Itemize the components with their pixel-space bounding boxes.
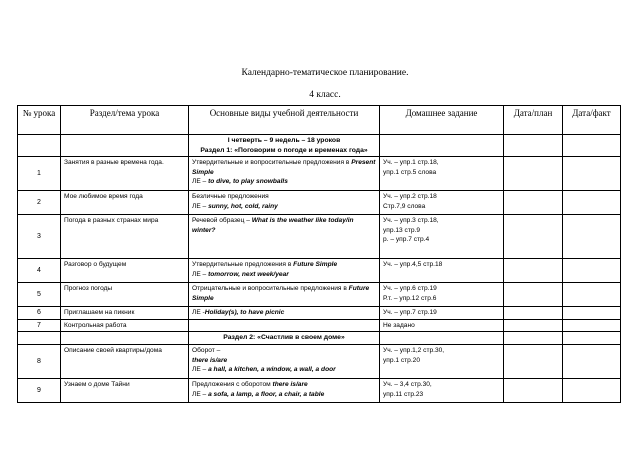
activities-text: Безличные предложения <box>192 193 269 201</box>
activities-grammar: there is/are <box>272 380 308 388</box>
activities-text: Утвердительные предложения в <box>192 261 294 269</box>
homework-line: Стр.7,9 слова <box>383 202 426 210</box>
date-fact-cell[interactable] <box>563 283 621 307</box>
activities-vocab: a sofa, a lamp, a floor, a chair, a table <box>208 390 325 398</box>
table-row <box>18 157 621 191</box>
table-row <box>18 344 621 378</box>
lesson-topic: Контрольная работа <box>61 319 189 332</box>
section-2-label: Раздел 2: «Счастлив в своем доме» <box>189 332 380 345</box>
lesson-homework <box>380 344 504 378</box>
activities-vocab: Holiday(s), to have picnic <box>204 309 285 317</box>
homework-line: Уч. – упр.7 стр.19 <box>383 309 437 317</box>
lesson-topic: Разговор о будущем <box>61 259 189 283</box>
homework-line: упр.1 стр.5 слова <box>383 168 437 176</box>
homework-line: упр.11 стр.23 <box>383 390 424 398</box>
table-row <box>18 283 621 307</box>
homework-line: Уч. – 3,4 стр.30, <box>383 380 432 388</box>
table-row <box>18 259 621 283</box>
lesson-homework <box>380 259 504 283</box>
section-1-label: Раздел 1: «Поговорим о погоде и временах года» <box>200 146 368 154</box>
quarter-label: I четверть – 9 недель – 18 уроков <box>227 137 341 144</box>
lesson-activities <box>189 215 380 259</box>
date-plan-cell[interactable] <box>504 307 563 320</box>
activities-speech-pattern: What is the weather like today/in winter? <box>192 217 354 234</box>
date-fact-cell[interactable] <box>563 191 621 215</box>
lesson-activities <box>189 283 380 307</box>
activities-text: Оборот – <box>192 346 221 354</box>
table-row <box>18 307 621 320</box>
date-plan-cell[interactable] <box>504 259 563 283</box>
homework-line: Уч. – упр.3 стр.18, <box>383 217 439 225</box>
column-header-topic: Раздел/тема урока <box>61 106 189 135</box>
lesson-number: 9 <box>18 378 61 402</box>
section-heading-row <box>18 332 621 345</box>
lesson-homework <box>380 191 504 215</box>
lesson-number: 7 <box>18 319 61 332</box>
date-fact-cell[interactable] <box>563 378 621 402</box>
lesson-topic: Занятия в разные времена года. <box>61 157 189 191</box>
lesson-homework <box>380 378 504 402</box>
date-fact-cell[interactable] <box>563 319 621 332</box>
lesson-plan-table <box>17 105 621 403</box>
homework-line: Уч. – упр.2 стр.18 <box>383 193 437 201</box>
homework-line: Уч. – упр.1 стр.18, <box>383 159 439 167</box>
lesson-number: 4 <box>18 259 61 283</box>
date-fact-cell[interactable] <box>563 344 621 378</box>
activities-vocab-prefix: ЛЕ - <box>192 309 205 317</box>
activities-text: Отрицательные и вопросительные предложения в <box>192 285 349 293</box>
lesson-topic: Узнаем о доме Тайни <box>61 378 189 402</box>
date-fact-cell[interactable] <box>563 157 621 191</box>
date-plan-cell[interactable] <box>504 319 563 332</box>
table-row <box>18 378 621 402</box>
lesson-number: 6 <box>18 307 61 320</box>
lesson-activities <box>189 157 380 191</box>
lesson-number: 3 <box>18 215 61 259</box>
lesson-homework <box>380 307 504 320</box>
lesson-number: 2 <box>18 191 61 215</box>
date-plan-cell[interactable] <box>504 283 563 307</box>
lesson-activities <box>189 259 380 283</box>
column-header-activities: Основные виды учебной деятельности <box>189 106 380 135</box>
lesson-topic: Погода в разных странах мира <box>61 215 189 259</box>
column-header-number: № урока <box>18 106 61 135</box>
lesson-activities <box>189 344 380 378</box>
column-header-date-fact: Дата/факт <box>563 106 621 135</box>
lesson-activities <box>189 191 380 215</box>
lesson-topic: Прогноз погоды <box>61 283 189 307</box>
activities-vocab-prefix: ЛЕ – <box>192 202 209 210</box>
grade-label: 4 класс. <box>309 90 341 100</box>
activities-vocab-prefix: ЛЕ – <box>192 178 209 186</box>
activities-vocab-prefix: ЛЕ – <box>192 270 209 278</box>
homework-line: Уч. – упр.1,2 стр.30, <box>383 346 445 354</box>
date-plan-cell[interactable] <box>504 157 563 191</box>
activities-vocab-prefix: ЛЕ – <box>192 390 209 398</box>
document-title: Календарно-тематическое планирование. <box>241 68 409 78</box>
lesson-homework <box>380 283 504 307</box>
lesson-homework <box>380 157 504 191</box>
lesson-activities <box>189 319 380 332</box>
quarter-heading-cell <box>189 135 380 157</box>
activities-vocab: tomorrow, next week/year <box>208 270 289 278</box>
activities-vocab: sunny, hot, cold, rainy <box>208 202 278 210</box>
lesson-topic: Приглашаем на пикник <box>61 307 189 320</box>
activities-text: Утвердительные и вопросительные предложения в <box>192 159 352 167</box>
lesson-homework <box>380 215 504 259</box>
homework-line: упр.1 стр.20 <box>383 356 421 364</box>
lesson-number: 5 <box>18 283 61 307</box>
lesson-homework <box>380 319 504 332</box>
homework-line: р. – упр.7 стр.4 <box>383 236 430 244</box>
activities-grammar: Present Simple <box>192 159 376 176</box>
activities-vocab: to dive, to play snowballs <box>208 178 288 186</box>
quarter-heading-row <box>18 135 621 157</box>
homework-line: Р.т. – упр.12 стр.6 <box>383 294 437 302</box>
column-header-homework: Домашнее задание <box>380 106 504 135</box>
activities-vocab-prefix: ЛЕ – <box>192 366 209 374</box>
column-header-date-plan: Дата/план <box>504 106 563 135</box>
lesson-activities <box>189 307 380 320</box>
activities-text: Предложения с оборотом <box>192 380 273 388</box>
date-plan-cell[interactable] <box>504 378 563 402</box>
lesson-number: 1 <box>18 157 61 191</box>
homework-line: упр.13 стр.9 <box>383 226 421 234</box>
date-fact-cell[interactable] <box>563 259 621 283</box>
activities-vocab: a hall, a kitchen, a window, a wall, a door <box>208 366 336 374</box>
date-fact-cell[interactable] <box>563 307 621 320</box>
date-plan-cell[interactable] <box>504 344 563 378</box>
table-header-row <box>18 106 621 135</box>
date-plan-cell[interactable] <box>504 215 563 259</box>
lesson-activities <box>189 378 380 402</box>
table-row <box>18 319 621 332</box>
table-row <box>18 215 621 259</box>
date-fact-cell[interactable] <box>563 215 621 259</box>
activities-grammar: there is/are <box>192 356 228 364</box>
lesson-topic: Мое любимое время года <box>61 191 189 215</box>
activities-grammar: Future Simple <box>192 285 370 302</box>
table-row <box>18 191 621 215</box>
homework-line: Уч. – упр.4,5 стр.18 <box>383 261 443 269</box>
homework-line: Не задано <box>383 321 415 329</box>
homework-line: Уч. – упр.6 стр.19 <box>383 285 437 293</box>
activities-grammar: Future Simple <box>293 261 338 269</box>
lesson-number: 8 <box>18 344 61 378</box>
lesson-topic: Описание своей квартиры/дома <box>61 344 189 378</box>
date-plan-cell[interactable] <box>504 191 563 215</box>
activities-text: Речевой образец – <box>192 217 252 225</box>
